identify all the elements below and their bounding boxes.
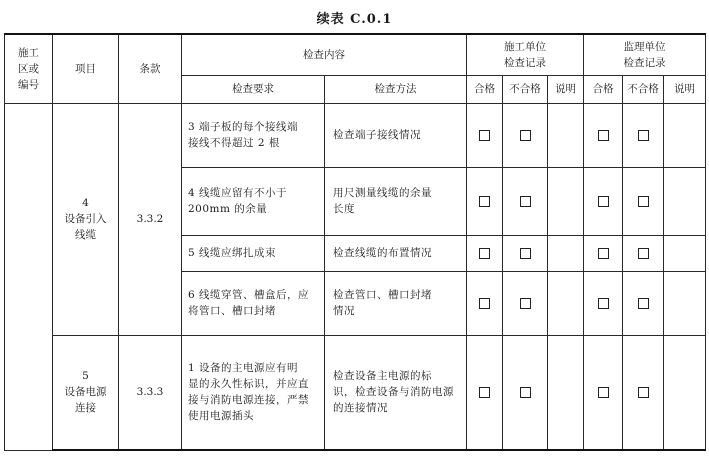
- supervision-fail-checkbox[interactable]: [638, 298, 649, 309]
- header-construction-pass: 合格: [467, 75, 503, 103]
- supervision-fail-checkbox[interactable]: [638, 130, 649, 141]
- supervision-note-cell[interactable]: [664, 335, 706, 450]
- supervision-note-cell[interactable]: [664, 167, 706, 235]
- header-supervision-unit: 监理单位 检查记录: [584, 34, 706, 75]
- supervision-pass-checkbox[interactable]: [598, 387, 609, 398]
- supervision-note-cell[interactable]: [664, 235, 706, 271]
- construction-fail-checkbox[interactable]: [520, 196, 531, 207]
- construction-fail-checkbox[interactable]: [520, 130, 531, 141]
- construction-fail-checkbox[interactable]: [520, 248, 531, 259]
- header-construction-unit: 施工单位 检查记录: [467, 34, 584, 75]
- header-requirement: 检查要求: [182, 75, 325, 103]
- requirement-cell: 5 线缆应绑扎成束: [182, 235, 325, 271]
- table-title: 续表 C.0.1: [316, 12, 393, 27]
- clause-cell: 3.3.3: [119, 335, 182, 450]
- method-cell: 检查端子接线情况: [325, 103, 467, 167]
- header-area: 施工 区或 编号: [5, 34, 53, 103]
- header-method: 检查方法: [325, 75, 467, 103]
- construction-pass-checkbox[interactable]: [479, 387, 490, 398]
- header-check-content: 检查内容: [182, 34, 467, 75]
- area-cell: [5, 103, 53, 450]
- header-supervision-fail: 不合格: [623, 75, 664, 103]
- construction-note-cell[interactable]: [548, 271, 584, 335]
- supervision-note-cell[interactable]: [664, 103, 706, 167]
- construction-note-cell[interactable]: [548, 167, 584, 235]
- item-cell: 4 设备引入 线缆: [53, 103, 119, 335]
- construction-fail-checkbox[interactable]: [520, 298, 531, 309]
- construction-fail-checkbox[interactable]: [520, 387, 531, 398]
- construction-note-cell[interactable]: [548, 335, 584, 450]
- method-cell: 检查管口、槽口封堵 情况: [325, 271, 467, 335]
- table-row: [5, 103, 706, 167]
- method-cell: 检查设备主电源的标 识，检查设备与消防电源 的连接情况: [325, 335, 467, 450]
- table-row: [5, 335, 706, 450]
- requirement-cell: 1 设备的主电源应有明 显的永久性标识，并应直 接与消防电源连接，严禁 使用电源插头: [182, 335, 325, 450]
- supervision-pass-checkbox[interactable]: [598, 298, 609, 309]
- construction-pass-checkbox[interactable]: [479, 130, 490, 141]
- requirement-cell: 4 线缆应留有不小于 200mm 的余量: [182, 167, 325, 235]
- header-construction-note: 说明: [548, 75, 584, 103]
- supervision-fail-checkbox[interactable]: [638, 196, 649, 207]
- supervision-fail-checkbox[interactable]: [638, 387, 649, 398]
- header-construction-fail: 不合格: [503, 75, 548, 103]
- requirement-cell: 6 线缆穿管、槽盒后，应 将管口、槽口封堵: [182, 271, 325, 335]
- header-item: 项目: [53, 34, 119, 103]
- clause-cell: 3.3.2: [119, 103, 182, 335]
- header-supervision-note: 说明: [664, 75, 706, 103]
- supervision-pass-checkbox[interactable]: [598, 248, 609, 259]
- supervision-fail-checkbox[interactable]: [638, 248, 649, 259]
- item-cell: 5 设备电源 连接: [53, 335, 119, 450]
- construction-note-cell[interactable]: [548, 235, 584, 271]
- construction-note-cell[interactable]: [548, 103, 584, 167]
- construction-pass-checkbox[interactable]: [479, 298, 490, 309]
- inspection-record-table: [4, 33, 706, 451]
- supervision-pass-checkbox[interactable]: [598, 130, 609, 141]
- method-cell: 检查线缆的布置情况: [325, 235, 467, 271]
- supervision-pass-checkbox[interactable]: [598, 196, 609, 207]
- construction-pass-checkbox[interactable]: [479, 196, 490, 207]
- method-cell: 用尺测量线缆的余量 长度: [325, 167, 467, 235]
- construction-pass-checkbox[interactable]: [479, 248, 490, 259]
- supervision-note-cell[interactable]: [664, 271, 706, 335]
- header-clause: 条款: [119, 34, 182, 103]
- header-supervision-pass: 合格: [584, 75, 623, 103]
- requirement-cell: 3 端子板的每个接线端 接线不得超过 2 根: [182, 103, 325, 167]
